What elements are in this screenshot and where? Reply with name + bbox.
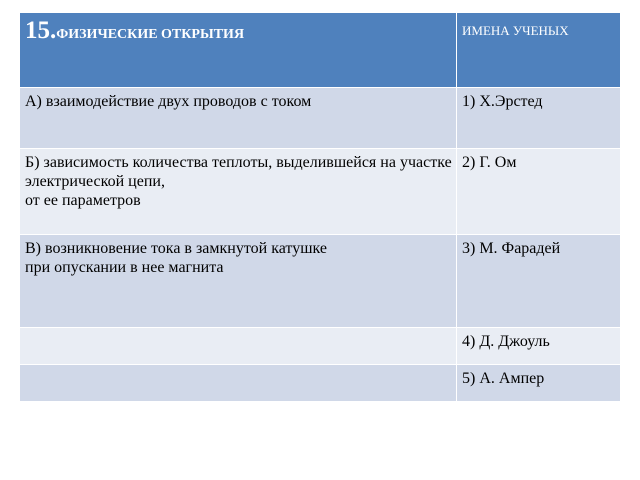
header-scientists xyxy=(457,13,621,88)
scientist-cell xyxy=(457,328,621,365)
table-row xyxy=(20,235,621,328)
discoveries-title: ФИЗИЧЕСКИЕ ОТКРЫТИЯ xyxy=(56,27,245,42)
discovery-cell xyxy=(20,235,457,328)
scientist-cell xyxy=(457,365,621,402)
table-header-row xyxy=(20,13,621,88)
scientists-title: ИМЕНА УЧЕНЫХ xyxy=(462,23,569,38)
empty-cell xyxy=(20,365,457,402)
scientist-4: 4) Д. Джоуль xyxy=(462,333,550,350)
task-number: 15. xyxy=(25,17,57,44)
table-row xyxy=(20,365,621,402)
table-row xyxy=(20,88,621,149)
discovery-a: А) взаимодействие двух проводов с током xyxy=(25,93,312,110)
header-discoveries xyxy=(20,13,457,88)
empty-cell xyxy=(20,328,457,365)
scientist-cell xyxy=(457,235,621,328)
scientist-1: 1) Х.Эрстед xyxy=(462,93,543,110)
scientist-cell xyxy=(457,149,621,235)
discovery-cell xyxy=(20,88,457,149)
discovery-cell xyxy=(20,149,457,235)
table-row xyxy=(20,328,621,365)
scientist-5: 5) А. Ампер xyxy=(462,370,545,387)
matching-table xyxy=(19,12,621,402)
scientist-cell xyxy=(457,88,621,149)
table-row xyxy=(20,149,621,235)
scientist-2: 2) Г. Ом xyxy=(462,154,517,171)
discovery-b: Б) зависимость количества теплоты, выделившейся на участке электрической цепи, от ее параметров xyxy=(25,154,452,209)
scientist-3: 3) М. Фарадей xyxy=(462,240,561,257)
discovery-c: В) возникновение тока в замкнутой катушке при опускании в нее магнита xyxy=(25,240,328,276)
